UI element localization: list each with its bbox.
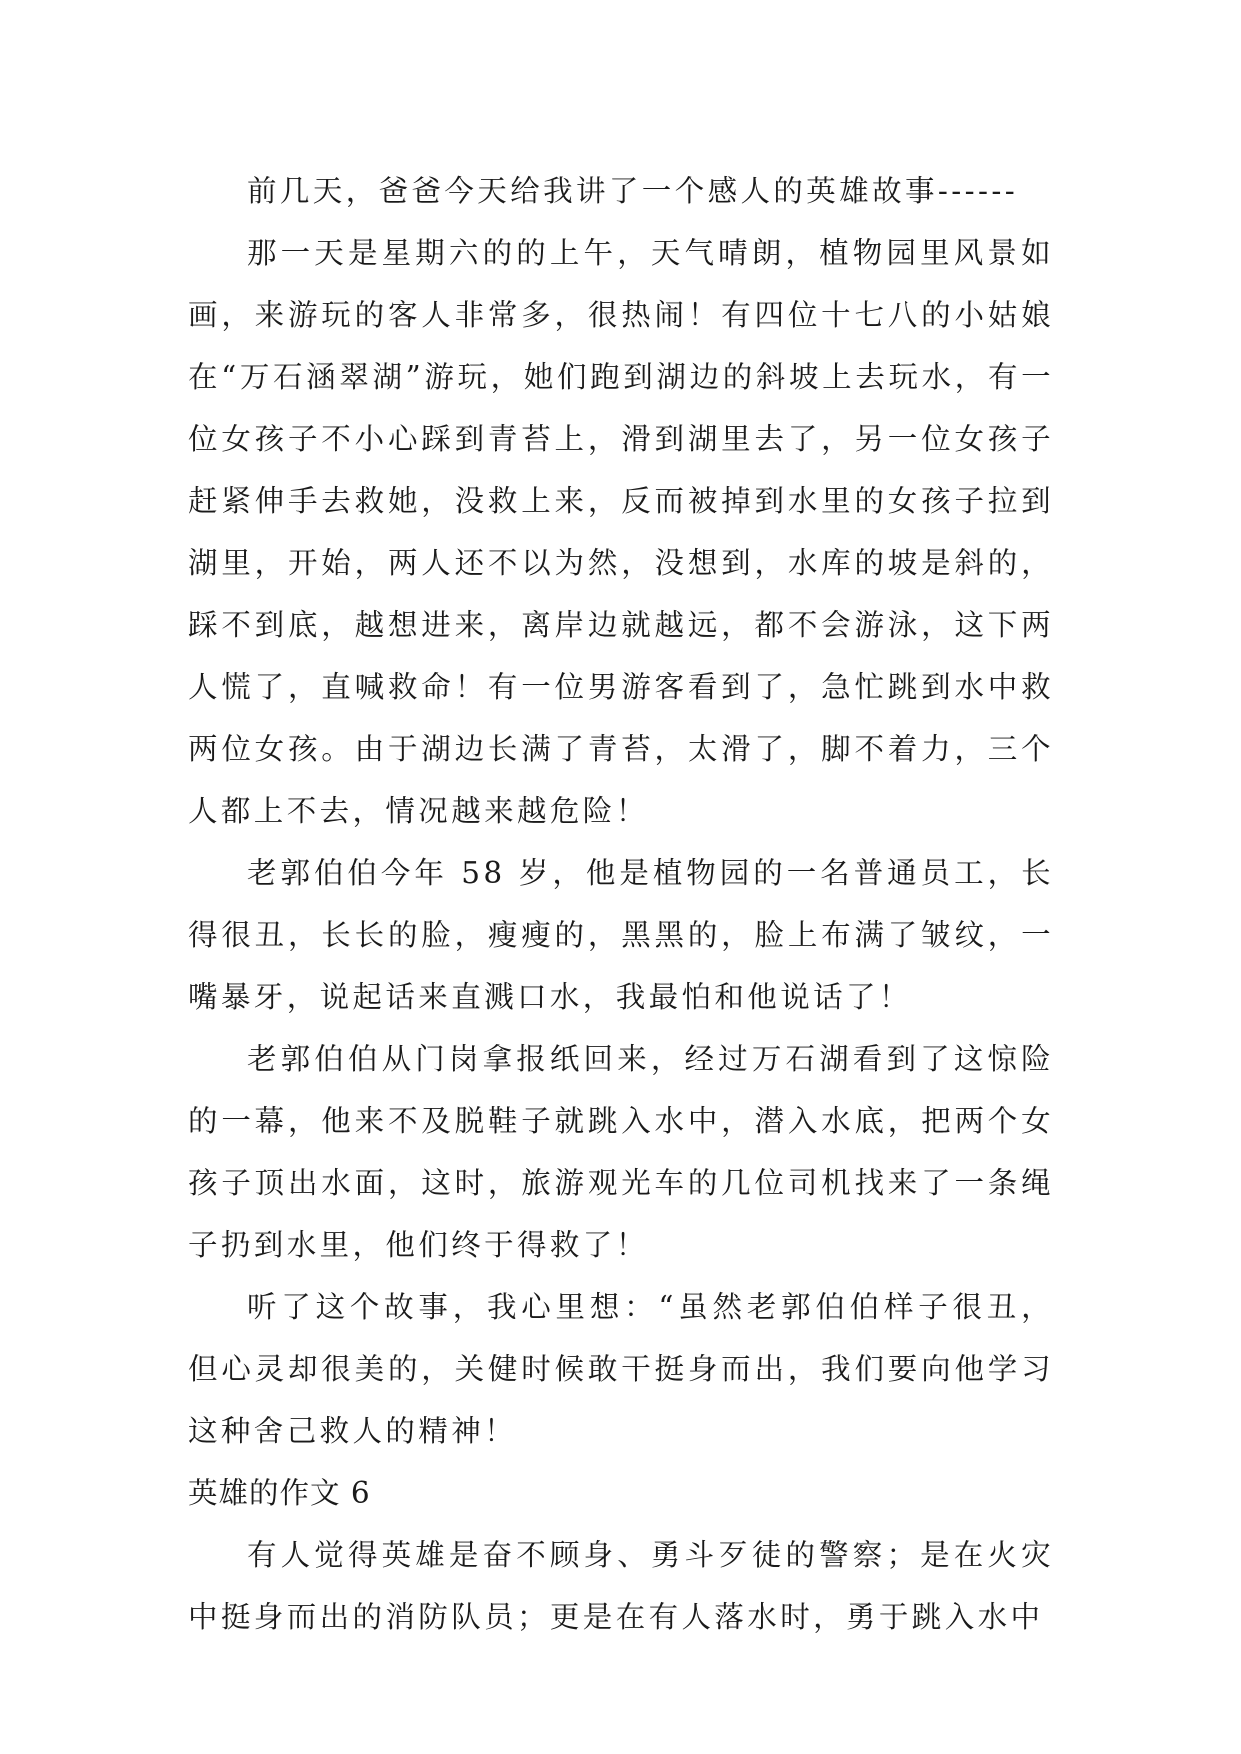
paragraph-next-essay: 有人觉得英雄是奋不顾身、勇斗歹徒的警察；是在火灾中挺身而出的消防队员；更是在有人落水时，勇于跳入水中: [188, 1538, 1054, 1634]
paragraph-story: 那一天是星期六的的上午，天气晴朗，植物园里风景如画，来游玩的客人非常多，很热闹！有四位十七八的小姑娘在“万石涵翠湖”游玩，她们跑到湖边的斜坡上去玩水，有一位女孩子不小心踩到青苔上，滑到湖里去了，另一位女孩子赶紧伸手去救她，没救上来，反而被掉到水里的女孩子拉到湖里，开始，两人还不以为然，没想到，水库的坡是斜的，踩不到底，越想进来，离岸边就越远，都不会游泳，这下两人慌了，直喊救命！有一位男游客看到了，急忙跳到水中救两位女孩。由于湖边长满了青苔，太滑了，脚不着力，三个人都上不去，情况越来越危险！: [188, 236, 1054, 828]
paragraph-rescue: 老郭伯伯从门岗拿报纸回来，经过万石湖看到了这惊险的一幕，他来不及脱鞋子就跳入水中，潜入水底，把两个女孩子顶出水面，这时，旅游观光车的几位司机找来了一条绳子扔到水里，他们终于得救了！: [188, 1042, 1054, 1262]
paragraph-guo-description: 老郭伯伯今年 58 岁，他是植物园的一名普通员工，长得很丑，长长的脸，瘦瘦的，黑黑的，脸上布满了皱纹，一嘴暴牙，说起话来直溅口水，我最怕和他说话了！: [188, 856, 1054, 1014]
paragraph-reflection: 听了这个故事，我心里想：“虽然老郭伯伯样子很丑，但心灵却很美的，关健时候敢干挺身而出，我们要向他学习这种舍己救人的精神！: [188, 1290, 1054, 1448]
paragraph-intro: 前几天，爸爸今天给我讲了一个感人的英雄故事------: [247, 174, 1019, 208]
document-page: [188, 160, 1054, 1648]
section-heading: 英雄的作文 6: [188, 1476, 371, 1510]
